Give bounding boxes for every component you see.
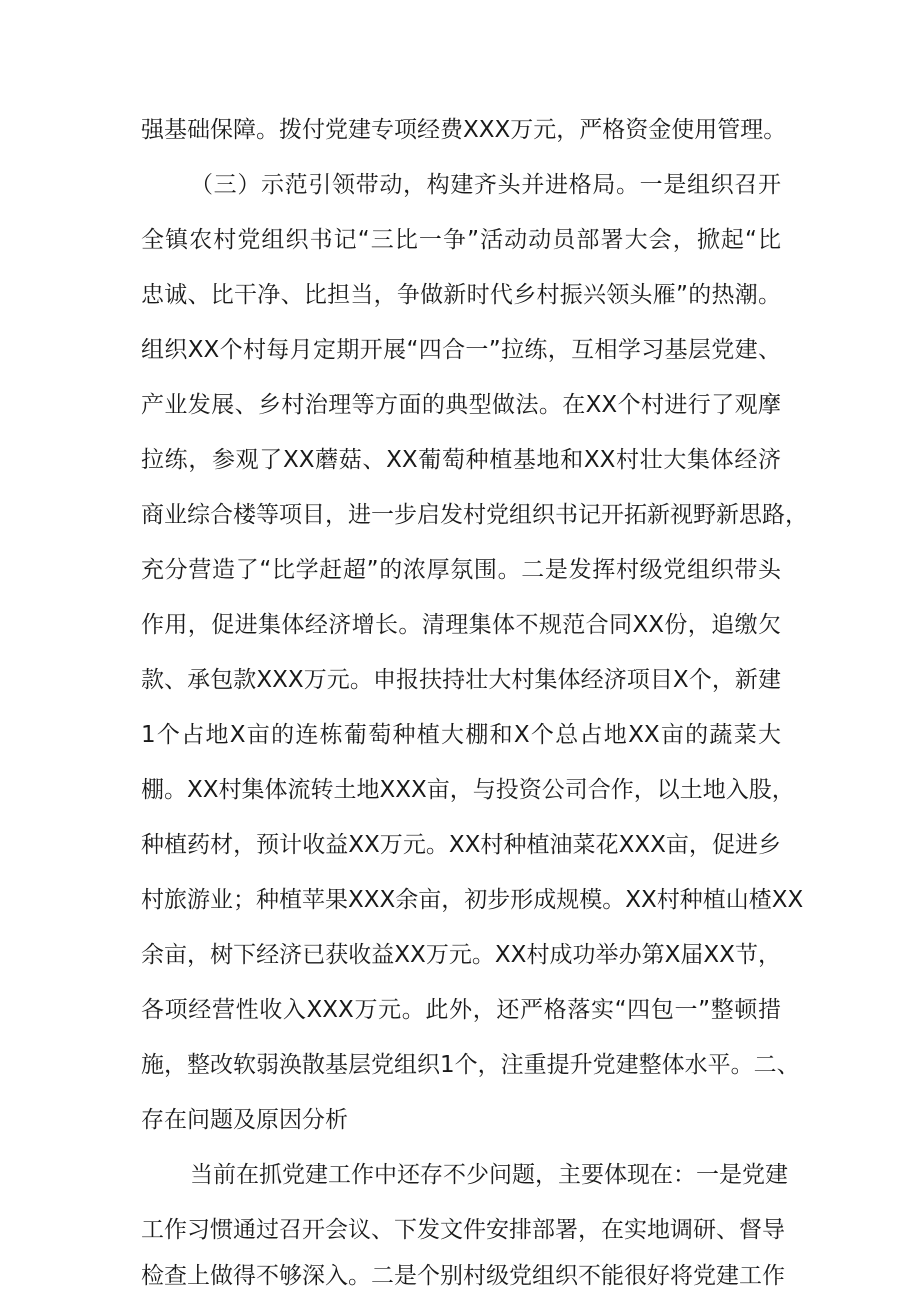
text-line: 款、承包款XXX万元。申报扶持壮大村集体经济项目X个，新建 — [141, 667, 781, 693]
text-line: 施，整改软弱涣散基层党组织1个，注重提升党建整体水平。二、 — [141, 1052, 800, 1078]
text-line: 拉练，参观了XX蘑菇、XX葡萄种植基地和XX村壮大集体经济 — [141, 447, 781, 473]
text-line: 种植药材，预计收益XX万元。XX村种植油菜花XXX亩，促进乡 — [141, 832, 781, 858]
paragraph-first-line: 当前在抓党建工作中还存不少问题，主要体现在：一是党建 — [190, 1162, 788, 1188]
text-line: 商业综合楼等项目，进一步启发村党组织书记开拓新视野新思路， — [141, 502, 808, 528]
text-line: 1个占地X亩的连栋葡萄种植大棚和X个总占地XX亩的蔬菜大 — [141, 722, 781, 748]
text-line: 组织XX个村每月定期开展“四合一”拉练，互相学习基层党建、 — [141, 337, 781, 363]
text-line: 村旅游业；种植苹果XXX余亩，初步形成规模。XX村种植山楂XX — [141, 887, 804, 913]
text-line: 棚。XX村集体流转土地XXX亩，与投资公司合作，以土地入股， — [141, 777, 795, 803]
text-line: 余亩，树下经济已获收益XX万元。XX村成功举办第X届XX节， — [141, 942, 781, 968]
text-line: 检查上做得不够深入。二是个别村级党组织不能很好将党建工作 — [141, 1263, 785, 1289]
text-line: 充分营造了“比学赶超”的浓厚氛围。二是发挥村级党组织带头 — [141, 557, 781, 583]
text-line: 产业发展、乡村治理等方面的典型做法。在XX个村进行了观摩 — [141, 392, 781, 418]
text-line: 作用，促进集体经济增长。清理集体不规范合同XX份，追缴欠 — [141, 612, 781, 638]
text-line: 工作习惯通过召开会议、下发文件安排部署，在实地调研、督导 — [141, 1217, 785, 1243]
section-heading-line: 存在问题及原因分析 — [141, 1107, 348, 1133]
paragraph-heading-line: （三）示范引领带动，构建齐头并进格局。一是组织召开 — [190, 172, 781, 198]
text-line: 全镇农村党组织书记“三比一争”活动动员部署大会，掀起“比 — [141, 227, 781, 253]
text-line: 各项经营性收入XXX万元。此外，还严格落实“四包一”整顿措 — [141, 997, 781, 1023]
text-line: 忠诚、比干净、比担当，争做新时代乡村振兴领头雁”的热潮。 — [141, 282, 781, 308]
text-line: 强基础保障。拨付党建专项经费XXX万元，严格资金使用管理。 — [141, 117, 787, 143]
